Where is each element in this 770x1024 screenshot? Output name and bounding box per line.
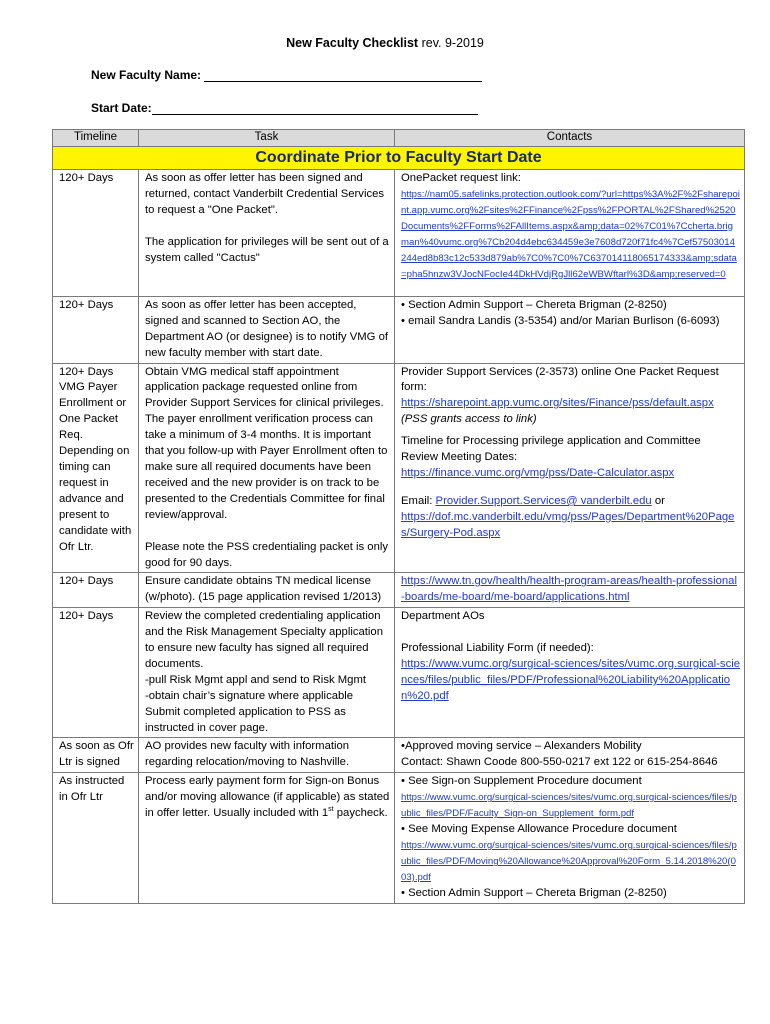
faculty-name-label: New Faculty Name: [91,68,202,82]
task-cell: AO provides new faculty with information regarding relocation/moving to Nashville. [139,738,395,773]
table-row [53,738,745,773]
contacts-cell [395,738,745,773]
contacts-cell [395,608,745,738]
header-contacts: Contacts [395,130,745,147]
contact-text: • See Sign-on Supplement Procedure document [401,775,642,788]
task-text: Process early payment form for Sign-on Bonus and/or moving allowance (if applicable) as stated in offer letter. Usually included with 1 [145,775,390,820]
title-main: New Faculty Checklist [286,36,419,50]
task-cell: As soon as offer letter has been accepted, signed and scanned to Section AO, the Department AO (or designee) is to notify VMG of new faculty member with start date. [139,296,395,363]
table-row [53,573,745,608]
contact-text: • Section Admin Support – Chereta Brigman (2-8250) [401,298,667,311]
start-date-field[interactable] [91,101,478,115]
contact-text: • email Sandra Landis (3-5354) and/or Marian Burlison (6-6093) [401,314,720,327]
table-row [53,169,745,296]
start-date-line[interactable] [152,102,478,115]
contact-text: Department AOs [401,610,485,623]
timeline-cell: 120+ Days [53,573,139,608]
header-timeline: Timeline [53,130,139,147]
task-text: -obtain chair’s signature where applicable [145,689,354,702]
task-text: Submit completed application to PSS as instructed in cover page. [145,705,346,734]
header-task: Task [139,130,395,147]
faculty-name-field[interactable] [91,68,482,82]
checklist-table [52,129,745,904]
onepacket-link[interactable]: https://nam05.safelinks.protection.outlook.com/?url=https%3A%2F%2Fsharepoint.app.vumc.org%2Fsites%2FFinance%2Fpss%2FPORTAL%2FShared%2520Documents%2FForms%2FAllItems.aspx&amp;data=02%7C01%7Ccherta.brigman%40vumc.org%7Cb204d4ebc634459e3e7608d720f71fc4%7Cef57503014244ed8b83c12c533d879ab%7C0%7C0%7C637014118065174333&amp;sdata=pha5hnzw3VJocNFocIe44DkHVdjRgJll62eWBWftarl%3D&amp;reserved=0 [401,188,740,280]
contacts-cell [395,363,745,573]
section-banner: Coordinate Prior to Faculty Start Date [53,146,745,169]
contact-text: Timeline for Processing privilege application and Committee Review Meeting Dates: [401,435,701,464]
task-cell [139,169,395,296]
contact-text: • See Moving Expense Allowance Procedure document [401,823,677,836]
timeline-cell: 120+ Days [53,296,139,363]
or-text: or [651,494,665,507]
contacts-cell [395,169,745,296]
date-calculator-link[interactable]: https://finance.vumc.org/vmg/pss/Date-Calculator.aspx [401,466,675,479]
contact-text: Professional Liability Form (if needed): [401,642,594,655]
timeline-cell: 120+ Days [53,169,139,296]
banner-row [53,146,745,169]
superscript: st [328,806,334,814]
contacts-cell [395,773,745,904]
contacts-cell [395,573,745,608]
contacts-cell [395,296,745,363]
moving-allowance-link[interactable]: https://www.vumc.org/surgical-sciences/sites/vumc.org.surgical-sciences/files/public_files/PDF/Moving%20Allowance%20Approval%20Form_5.14.2018%20(003).pdf [401,840,737,884]
faculty-name-line[interactable] [204,69,482,82]
contact-text: Provider Support Services (2-3573) online One Packet Request form: [401,365,719,394]
task-cell [139,773,395,904]
pss-email-link[interactable]: Provider.Support.Services@ vanderbilt.edu [435,494,652,507]
task-cell: Ensure candidate obtains TN medical license (w/photo). (15 page application revised 1/2013) [139,573,395,608]
start-date-label: Start Date: [91,101,152,115]
task-text: paycheck. [333,807,388,820]
table-row [53,773,745,904]
task-text: As soon as offer letter has been signed and returned, contact Vanderbilt Credential Services to request a "One Packet". [145,171,385,216]
contact-text: Contact: Shawn Coode 800-550-0217 ext 122 or 615-254-8646 [401,756,718,769]
timeline-cell: As soon as Ofr Ltr is signed [53,738,139,773]
pss-request-link[interactable]: https://sharepoint.app.vumc.org/sites/Finance/pss/default.aspx [401,397,714,410]
task-text: -pull Risk Mgmt appl and send to Risk Mgmt [145,673,366,686]
tn-license-link[interactable]: https://www.tn.gov/health/health-program-areas/health-professional-boards/me-board/me-board/applications.html [401,575,737,604]
task-cell [139,608,395,738]
task-text: Please note the PSS credentialing packet is only good for 90 days. [145,540,389,569]
contact-text: • Section Admin Support – Chereta Brigman (2-8250) [401,887,667,900]
sign-on-form-link[interactable]: https://www.vumc.org/surgical-sciences/sites/vumc.org.surgical-sciences/files/public_files/PDF/Faculty_Sign-on_Supplement_form.pdf [401,792,737,820]
task-text: Obtain VMG medical staff appointment application package requested online from Provider Support Services for clinical privileges. The payer enrollment verification process can take a minimum of 3-4 months. It is important that you follow-up with Payer Enrollment often to make sure all required documents have been received and the new provider is on track to be presented to the Credentials Committee for final review/approval. [145,365,388,521]
liability-form-link[interactable]: https://www.vumc.org/surgical-sciences/sites/vumc.org.surgical-sciences/files/public_files/PDF/Professional%20Liability%20Application%20.pdf [401,658,741,702]
timeline-cell: As instructed in Ofr Ltr [53,773,139,904]
table-header-row [53,130,745,147]
table-row [53,296,745,363]
email-label: Email: [401,494,436,507]
pss-access-note: (PSS grants access to link) [401,413,537,426]
table-row [53,363,745,573]
email-line [401,494,740,510]
timeline-cell: 120+ Days VMG Payer Enrollment or One Packet Req. Depending on timing can request in advance and present to candidate with Ofr Ltr. [53,363,139,573]
timeline-cell: 120+ Days [53,608,139,738]
table-row [53,608,745,738]
task-text: Review the completed credentialing application and the Risk Management Specialty application to ensure new faculty has signed all required documents. [145,610,384,670]
title-revision: rev. 9-2019 [418,36,484,50]
page-title [0,36,770,50]
task-text: The application for privileges will be sent out of a system called "Cactus" [145,235,389,264]
contact-text: •Approved moving service – Alexanders Mobility [401,740,642,753]
task-cell [139,363,395,573]
surgery-pod-link[interactable]: https://dof.mc.vanderbilt.edu/vmg/pss/Pages/Department%20Pages/Surgery-Pod.aspx [401,510,735,539]
contact-text: OnePacket request link: [401,171,521,184]
